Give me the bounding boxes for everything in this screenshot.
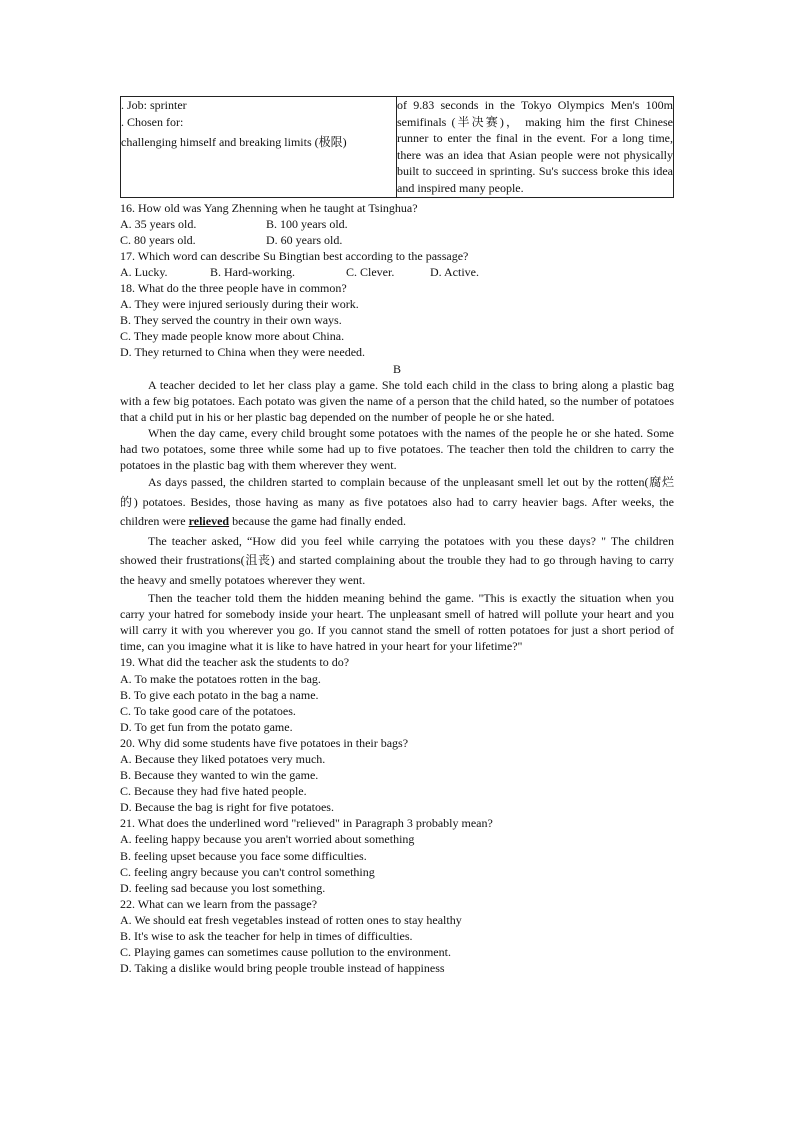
paragraph-4: The teacher asked, “How did you feel while carrying the potatoes with you these days? " The children showed their frustrations(沮丧) and started complaining about the trouble they had to go through having to carry the heavy and smelly potatoes wherever they went. bbox=[120, 533, 674, 587]
option-d[interactable]: D. 60 years old. bbox=[266, 232, 343, 247]
paragraph-2: When the day came, every child brought some potatoes with the names of the people he or she hated. Some had two potatoes, some three while some had up to five potatoes. The teacher then told the children to carry the potatoes in the plastic bag with them wherever they went. bbox=[120, 425, 674, 472]
paragraph-3-text-before: As days passed, the children started to complain because of the unpleasant smell let out by the rotten(腐烂的) potatoes. Besides, those having as many as five potatoes also had to carry heavier bags. After weeks, the children were bbox=[120, 475, 674, 529]
question-text: 19. What did the teacher ask the students to do? bbox=[120, 655, 350, 670]
option-a[interactable]: A. Because they liked potatoes very much. bbox=[120, 752, 326, 766]
question-16 bbox=[120, 200, 674, 248]
option-d[interactable]: D. Because the bag is right for five potatoes. bbox=[120, 800, 334, 815]
option-b[interactable]: B. It's wise to ask the teacher for help in times of difficulties. bbox=[120, 929, 413, 944]
question-18 bbox=[120, 280, 674, 360]
option-b[interactable]: B. feeling upset because you face some difficulties. bbox=[120, 848, 367, 863]
option-b[interactable]: B. To give each potato in the bag a name. bbox=[120, 687, 319, 702]
option-c[interactable]: C. They made people know more about China. bbox=[120, 329, 345, 344]
option-c[interactable]: C. feeling angry because you can't control something bbox=[120, 864, 375, 879]
option-c[interactable]: C. 80 years old. bbox=[120, 232, 196, 247]
option-a[interactable]: A. Lucky. bbox=[120, 264, 168, 279]
question-text: 17. Which word can describe Su Bingtian best according to the passage? bbox=[120, 248, 469, 263]
question-17 bbox=[120, 248, 674, 280]
option-c[interactable]: C. Clever. bbox=[346, 264, 395, 279]
option-b[interactable]: B. Because they wanted to win the game. bbox=[120, 768, 319, 783]
option-a[interactable]: A. feeling happy because you aren't worried about something bbox=[120, 832, 415, 847]
chosen-for-line: . Chosen for: bbox=[121, 114, 184, 129]
info-table-row bbox=[121, 97, 674, 198]
paragraph-3-text-after: because the game had finally ended. bbox=[229, 514, 407, 529]
question-text: 22. What can we learn from the passage? bbox=[120, 896, 318, 911]
option-c[interactable]: C. Playing games can sometimes cause pollution to the environment. bbox=[120, 945, 451, 960]
options-row bbox=[120, 232, 674, 248]
info-table bbox=[120, 96, 674, 198]
underlined-word: relieved bbox=[188, 514, 230, 529]
paragraph-5: Then the teacher told them the hidden meaning behind the game. "This is exactly the situation when you carry your hatred for somebody inside your heart. The unpleasant smell of hatred will pollute your heart and you will carry it with you wherever you go. If you cannot stand the smell of rotten potatoes for just a short period of time, can you imagine what it is like to have hatred in your heart for your lifetime?" bbox=[120, 591, 674, 654]
reason-line: challenging himself and breaking limits (极限) bbox=[121, 135, 347, 149]
question-text: 16. How old was Yang Zhenning when he taught at Tsinghua? bbox=[120, 200, 418, 215]
info-cell-left bbox=[121, 97, 397, 198]
option-b[interactable]: B. Hard-working. bbox=[210, 264, 295, 279]
option-a[interactable]: A. To make the potatoes rotten in the bag. bbox=[120, 671, 321, 686]
options-row bbox=[120, 264, 674, 280]
reading-passage bbox=[120, 377, 674, 655]
question-20 bbox=[120, 735, 674, 815]
option-d[interactable]: D. To get fun from the potato game. bbox=[120, 719, 293, 734]
section-heading: B bbox=[392, 361, 401, 376]
option-d[interactable]: D. feeling sad because you lost something. bbox=[120, 880, 326, 895]
option-d[interactable]: D. Active. bbox=[430, 264, 479, 279]
option-c[interactable]: C. Because they had five hated people. bbox=[120, 784, 307, 799]
question-text: 21. What does the underlined word "relieved" in Paragraph 3 probably mean? bbox=[120, 816, 493, 831]
option-b[interactable]: B. 100 years old. bbox=[266, 216, 348, 231]
option-c[interactable]: C. To take good care of the potatoes. bbox=[120, 703, 296, 718]
option-b[interactable]: B. They served the country in their own ways. bbox=[120, 313, 342, 328]
question-19 bbox=[120, 654, 674, 734]
option-d[interactable]: D. They returned to China when they were needed. bbox=[120, 345, 366, 360]
job-line: . Job: sprinter bbox=[121, 98, 187, 112]
option-d[interactable]: D. Taking a dislike would bring people trouble instead of happiness bbox=[120, 961, 445, 976]
exam-page bbox=[120, 96, 674, 976]
option-a[interactable]: A. We should eat fresh vegetables instead of rotten ones to stay healthy bbox=[120, 912, 462, 927]
question-text: 20. Why did some students have five potatoes in their bags? bbox=[120, 735, 409, 750]
question-22 bbox=[120, 896, 674, 976]
option-a[interactable]: A. They were injured seriously during their work. bbox=[120, 297, 359, 312]
options-row bbox=[120, 216, 674, 232]
question-text: 18. What do the three people have in common? bbox=[120, 281, 347, 296]
info-cell-right: of 9.83 seconds in the Tokyo Olympics Men's 100m semifinals (半决赛)， making him the first Chinese runner to enter the final in the event. For a long time, there was an idea that Asian people were not physically built to succeed in sprinting. Su's success broke this idea and inspired many people. bbox=[397, 97, 674, 198]
paragraph-3 bbox=[120, 473, 674, 532]
paragraph-1: A teacher decided to let her class play a game. She told each child in the class to bring along a plastic bag with a few big potatoes. Each potato was given the name of a person that the child hated, so the number of potatoes that a child put in his or her plastic bag depended on the number of people he or she hated. bbox=[120, 377, 674, 424]
option-a[interactable]: A. 35 years old. bbox=[120, 216, 197, 231]
question-21 bbox=[120, 815, 674, 895]
